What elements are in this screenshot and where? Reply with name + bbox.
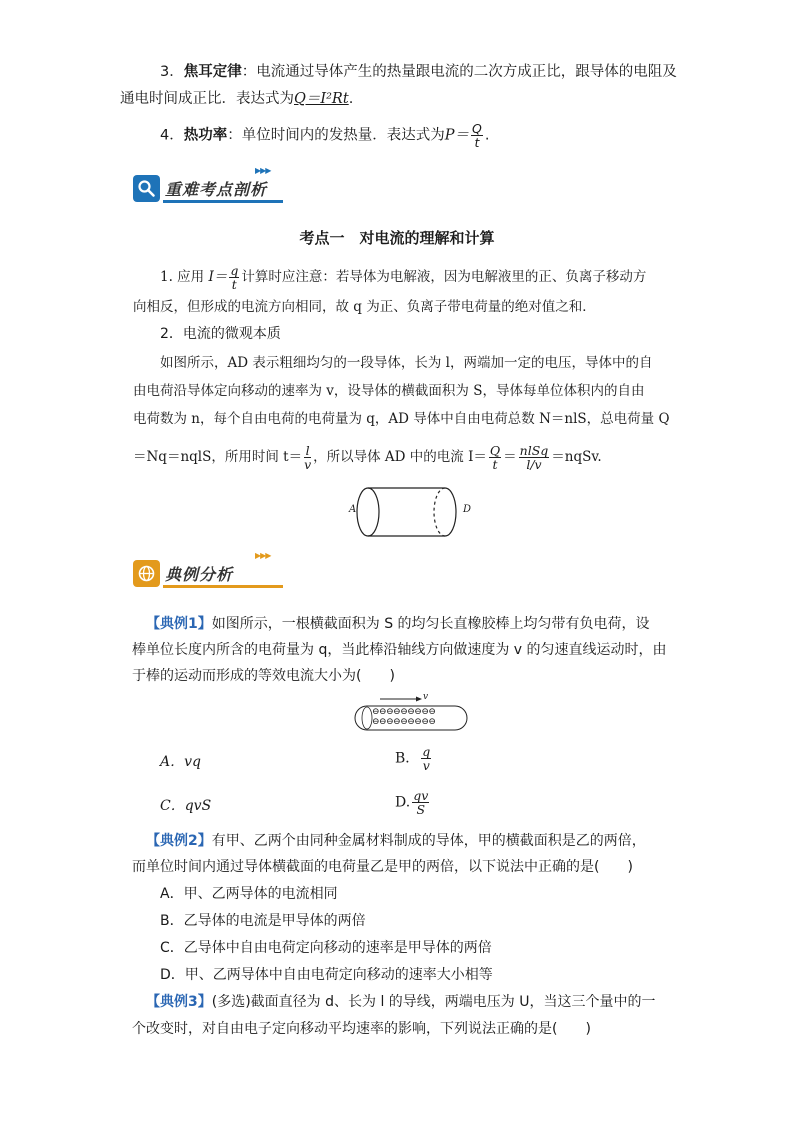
topic-p3-line3: 电荷数为 n，每个自由电荷的电荷量为 q，AD 导体中自由电荷总数 N＝nlS，总电荷量 Q	[133, 411, 670, 427]
negative-charge-icon: ⊖	[407, 717, 415, 727]
ex3-line1: 【典例3】(多选)截面直径为 d、长为 l 的导线，两端电压为 U，当这三个量中的一	[146, 994, 656, 1010]
ex1-option-c: C．qvS	[160, 798, 212, 814]
section-underline	[163, 585, 283, 588]
negative-charge-icon: ⊖	[372, 707, 380, 717]
topic-p3-line4: ＝Nq＝nqlS，所用时间 t＝ $\frac{l}{v}$ ，所以导体 AD 中的电流 I＝ $\frac{Q}{t}$ ＝ $\frac{\text{nlSq}}{l/v}$ ＝nqSv.	[133, 443, 602, 472]
charged-rod-figure	[352, 692, 470, 732]
charge-grid	[372, 707, 464, 727]
negative-charge-icon: ⊖	[379, 717, 387, 727]
negative-charge-icon: ⊖	[428, 717, 436, 727]
topic-p1-line1: 1. 应用 I＝ $\frac{q}{t}$ 计算时应注意：若导体为电解液，因为电解液里的正、负离子移动方	[160, 263, 647, 292]
ex2-option-a: A．甲、乙两导体的电流相同	[160, 886, 338, 902]
topic-p3-line1: 如图所示，AD 表示粗细均匀的一段导体，长为 l，两端加一定的电压，导体中的自	[160, 355, 653, 371]
negative-charge-icon: ⊖	[386, 717, 394, 727]
ex3-line2: 个改变时，对自由电子定向移动平均速率的影响，下列说法正确的是( )	[132, 1021, 591, 1037]
negative-charge-icon: ⊖	[372, 717, 380, 727]
globe-icon	[133, 560, 160, 587]
ex2-line1: 【典例2】有甲、乙两个由同种金属材料制成的导体，甲的横截面积是乙的两倍，	[146, 833, 646, 849]
negative-charge-icon: ⊖	[386, 707, 394, 717]
ex1-line3: 于棒的运动而形成的等效电流大小为( )	[132, 668, 395, 684]
negative-charge-icon: ⊖	[414, 717, 422, 727]
section-underline	[163, 200, 283, 203]
joule-law-line2: 通电时间成正比．表达式为Q＝I²Rt.	[120, 91, 354, 107]
ex1-line2: 棒单位长度内所含的电荷量为 q，当此棒沿轴线方向做速度为 v 的匀速直线运动时，由	[132, 642, 667, 658]
negative-charge-icon: ⊖	[421, 707, 429, 717]
arrows-icon: ▶▶▶	[255, 551, 271, 560]
joule-law-line1: 3．焦耳定律：电流通过导体产生的热量跟电流的二次方成正比，跟导体的电阻及	[160, 64, 677, 80]
ex3-tag: 【典例3】	[146, 994, 212, 1010]
ex1-option-d: D. $\frac{qv}{S}$	[395, 788, 429, 817]
negative-charge-icon: ⊖	[421, 717, 429, 727]
section-title: 重难考点剖析	[165, 180, 268, 199]
topic-p2-title: 2．电流的微观本质	[160, 326, 281, 342]
ex2-option-b: B．乙导体的电流是甲导体的两倍	[160, 913, 366, 929]
section-title: 典例分析	[165, 565, 234, 584]
magnifier-icon	[133, 175, 160, 202]
ex1-tag: 【典例1】	[146, 616, 212, 632]
topic-p3-line2: 由电荷沿导体定向移动的速率为 v，设导体的横截面积为 S，导体每单位体积内的自由	[133, 383, 645, 399]
heat-power-line: 4．热功率：单位时间内的发热量．表达式为P＝ $\frac{Q}{t}$ .	[160, 121, 490, 150]
topic-p1-line2: 向相反，但形成的电流方向相同，故 q 为正、负离子带电荷量的绝对值之和．	[133, 299, 596, 315]
ex2-line2: 而单位时间内通过导体横截面的电荷量乙是甲的两倍，以下说法中正确的是( )	[132, 859, 633, 875]
ex1-option-b: B． $\frac{q}{v}$	[395, 744, 431, 773]
negative-charge-icon: ⊖	[379, 707, 387, 717]
topic-heading: 考点一 对电流的理解和计算	[299, 229, 495, 247]
fig-label-a: A	[349, 504, 357, 515]
negative-charge-icon: ⊖	[400, 707, 408, 717]
conductor-cylinder-figure	[345, 484, 475, 540]
negative-charge-icon: ⊖	[414, 707, 422, 717]
negative-charge-icon: ⊖	[407, 707, 415, 717]
velocity-label: v	[423, 692, 429, 702]
ex2-option-d: D．甲、乙两导体中自由电荷定向移动的速率大小相等	[160, 967, 493, 983]
ex1-option-a: A．vq	[160, 754, 201, 770]
negative-charge-icon: ⊖	[393, 707, 401, 717]
ex2-tag: 【典例2】	[146, 833, 212, 849]
negative-charge-icon: ⊖	[393, 717, 401, 727]
ex2-option-c: C．乙导体中自由电荷定向移动的速率是甲导体的两倍	[160, 940, 492, 956]
arrows-icon: ▶▶▶	[255, 166, 271, 175]
negative-charge-icon: ⊖	[428, 707, 436, 717]
ex1-line1: 【典例1】如图所示，一根横截面积为 S 的均匀长直橡胶棒上均匀带有负电荷，设	[146, 616, 650, 632]
fig-label-d: D	[463, 504, 472, 515]
negative-charge-icon: ⊖	[400, 717, 408, 727]
